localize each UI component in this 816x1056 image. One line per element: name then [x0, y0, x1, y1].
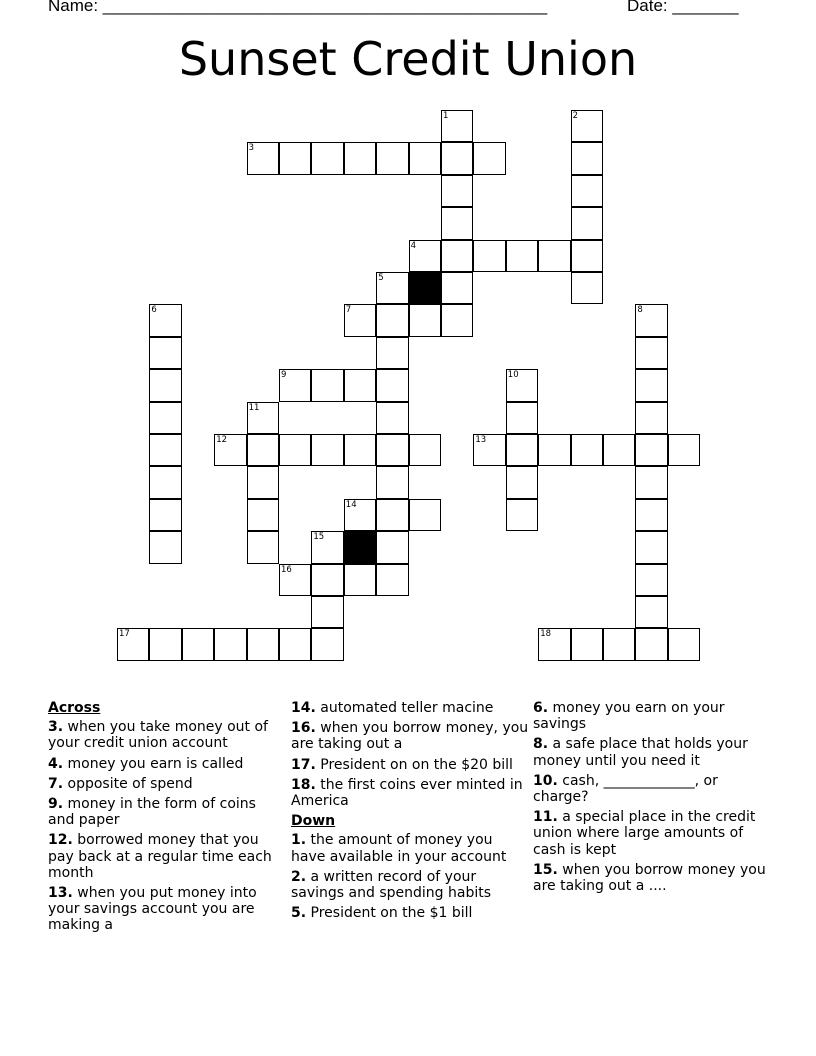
clue-number-label: 15: [313, 532, 325, 543]
crossword-cell[interactable]: [311, 434, 343, 466]
clue-down-15: [533, 862, 773, 894]
crossword-cell[interactable]: [279, 628, 311, 660]
black-cell: [409, 272, 441, 304]
clue-text: opposite of spend: [67, 775, 193, 792]
clue-number: 1.: [291, 832, 307, 849]
crossword-cell[interactable]: [571, 434, 603, 466]
crossword-cell[interactable]: [149, 466, 181, 498]
crossword-cell[interactable]: [603, 628, 635, 660]
clue-number: 16.: [291, 720, 316, 737]
clue-number-label: 5: [378, 273, 384, 283]
crossword-cell[interactable]: [344, 564, 376, 596]
crossword-cell[interactable]: [571, 628, 603, 660]
crossword-cell[interactable]: [311, 628, 343, 660]
clue-text: money you earn on your savings: [533, 700, 725, 733]
crossword-cell[interactable]: [635, 304, 667, 336]
crossword-cell[interactable]: [376, 142, 408, 174]
crossword-cell[interactable]: [441, 142, 473, 174]
clue-across-14: [291, 700, 531, 716]
crossword-cell[interactable]: [279, 564, 311, 596]
clue-number: 7.: [48, 775, 64, 792]
crossword-cell[interactable]: [635, 466, 667, 498]
clue-text: President on on the $20 bill: [320, 756, 513, 773]
crossword-cell[interactable]: [473, 142, 505, 174]
crossword-cell[interactable]: [409, 304, 441, 336]
crossword-cell[interactable]: [571, 142, 603, 174]
crossword-cell[interactable]: [279, 142, 311, 174]
crossword-cell[interactable]: [409, 240, 441, 272]
crossword-cell[interactable]: [149, 402, 181, 434]
crossword-cell[interactable]: [376, 402, 408, 434]
clue-number: 12.: [48, 832, 73, 849]
crossword-cell[interactable]: [473, 240, 505, 272]
crossword-cell[interactable]: [214, 628, 246, 660]
clue-down-6: [533, 700, 773, 732]
crossword-cell[interactable]: [441, 207, 473, 239]
clue-across-9: [48, 796, 283, 828]
crossword-cell[interactable]: [376, 564, 408, 596]
crossword-cell[interactable]: [441, 304, 473, 336]
clue-number-label: 13: [475, 435, 487, 445]
crossword-cell[interactable]: [441, 240, 473, 272]
crossword-cell[interactable]: [506, 402, 538, 434]
clue-down-2: [291, 869, 531, 901]
clue-across-18: [291, 777, 531, 809]
clue-text: when you take money out of your credit union account: [48, 719, 268, 752]
clue-text: when you borrow money, you are taking out a: [291, 720, 529, 753]
crossword-cell[interactable]: [247, 402, 279, 434]
clue-across-12: [48, 832, 283, 881]
clue-across-3: [48, 719, 283, 751]
clue-down-1: [291, 832, 531, 864]
crossword-cell[interactable]: [311, 142, 343, 174]
clue-text: borrowed money that you pay back at a regular time each month: [48, 832, 272, 881]
crossword-cell[interactable]: [149, 369, 181, 401]
clue-number-label: 3: [248, 143, 255, 154]
clue-down-5: [291, 905, 531, 921]
clue-across-7: [48, 776, 283, 792]
crossword-cell[interactable]: [311, 564, 343, 596]
crossword-cell[interactable]: [279, 369, 311, 401]
crossword-cell[interactable]: [635, 369, 667, 401]
clue-down-11: [533, 809, 773, 858]
clue-number: 17.: [291, 756, 316, 773]
crossword-cell[interactable]: [635, 628, 667, 660]
clue-number-label: 14: [345, 499, 357, 510]
clue-number: 6.: [533, 700, 549, 716]
clue-number-label: 10: [507, 370, 519, 381]
crossword-cell[interactable]: [182, 628, 214, 660]
clue-number: 11.: [533, 809, 558, 826]
crossword-cell[interactable]: [149, 434, 181, 466]
clue-number: 13.: [48, 885, 73, 902]
crossword-cell[interactable]: [344, 499, 376, 531]
across-heading: Across: [48, 700, 101, 716]
clue-number-label: 9: [281, 370, 287, 381]
clue-down-8: [533, 736, 773, 768]
crossword-cell[interactable]: [344, 369, 376, 401]
crossword-cell[interactable]: [506, 369, 538, 401]
crossword-cell[interactable]: [376, 466, 408, 498]
clue-number-label: 18: [540, 629, 552, 640]
crossword-cell[interactable]: [311, 369, 343, 401]
clue-number-label: 12: [216, 435, 228, 445]
crossword-cell[interactable]: [506, 499, 538, 531]
crossword-cell[interactable]: [376, 499, 408, 531]
clue-number: 5.: [291, 905, 307, 922]
clue-text: a written record of your savings and spending habits: [291, 868, 492, 902]
crossword-cell[interactable]: [149, 304, 181, 336]
crossword-cell[interactable]: [311, 596, 343, 628]
crossword-cell[interactable]: [441, 272, 473, 304]
crossword-cell[interactable]: [409, 142, 441, 174]
name-field-label: Name: _______________________________________________: [48, 0, 548, 15]
clue-number-label: 2: [572, 111, 579, 121]
black-cell: [344, 531, 376, 563]
crossword-cell[interactable]: [473, 434, 505, 466]
crossword-cell[interactable]: [506, 466, 538, 498]
clue-text: a special place in the credit union where large amounts of cash is kept: [533, 809, 756, 858]
crossword-cell[interactable]: [441, 175, 473, 207]
crossword-cell[interactable]: [214, 434, 246, 466]
clue-text: automated teller macine: [320, 700, 494, 716]
clue-number: 9.: [48, 796, 64, 813]
clue-number: 4.: [48, 755, 64, 772]
clue-across-13: [48, 885, 283, 934]
crossword-cell[interactable]: [279, 434, 311, 466]
crossword-cell[interactable]: [668, 628, 700, 660]
clue-number: 15.: [533, 861, 558, 878]
crossword-cell[interactable]: [409, 499, 441, 531]
crossword-cell[interactable]: [538, 628, 570, 660]
clue-text: money you earn is called: [67, 755, 244, 772]
crossword-cell[interactable]: [376, 434, 408, 466]
crossword-cell[interactable]: [311, 531, 343, 563]
clue-number-label: 7: [345, 305, 352, 316]
crossword-cell[interactable]: [149, 499, 181, 531]
crossword-cell[interactable]: [409, 434, 441, 466]
crossword-cell[interactable]: [635, 564, 667, 596]
clue-text: when you borrow money you are taking out a ....: [533, 861, 766, 895]
clue-number: 14.: [291, 700, 316, 716]
down-heading: Down: [291, 813, 336, 830]
crossword-cell[interactable]: [376, 531, 408, 563]
clue-number-label: 6: [151, 305, 157, 316]
clue-text: President on the $1 bill: [310, 905, 473, 922]
clue-number: 10.: [533, 772, 558, 789]
crossword-cell[interactable]: [344, 142, 376, 174]
crossword-cell[interactable]: [376, 304, 408, 336]
crossword-cell[interactable]: [149, 337, 181, 369]
crossword-cell[interactable]: [376, 337, 408, 369]
crossword-cell[interactable]: [506, 434, 538, 466]
clue-text: the first coins ever minted in America: [291, 776, 523, 810]
clue-number: 3.: [48, 719, 64, 736]
clue-text: when you put money into your savings account you are making a: [48, 885, 257, 934]
crossword-cell[interactable]: [538, 434, 570, 466]
clue-number: 2.: [291, 868, 307, 885]
crossword-cell[interactable]: [635, 337, 667, 369]
clue-down-10: [533, 773, 773, 805]
crossword-cell[interactable]: [344, 434, 376, 466]
crossword-cell[interactable]: [149, 531, 181, 563]
clue-number-label: 4: [410, 240, 417, 251]
crossword-cell[interactable]: [376, 272, 408, 304]
clue-text: the amount of money you have available in your account: [291, 832, 507, 865]
clue-text: a safe place that holds your money until you need it: [533, 736, 748, 769]
clues-column-3: [533, 700, 773, 898]
crossword-cell[interactable]: [571, 110, 603, 142]
clue-number-label: 8: [637, 305, 643, 316]
crossword-cell[interactable]: [635, 531, 667, 563]
clues-column-2: [291, 700, 531, 925]
clue-number: 8.: [533, 736, 549, 753]
crossword-cell[interactable]: [247, 628, 279, 660]
date-field-label: Date: _______: [627, 0, 739, 15]
crossword-cell[interactable]: [344, 304, 376, 336]
clue-across-4: [48, 756, 283, 772]
crossword-cell[interactable]: [571, 175, 603, 207]
clues-column-1: [48, 700, 283, 938]
crossword-cell[interactable]: [668, 434, 700, 466]
crossword-cell[interactable]: [247, 499, 279, 531]
crossword-cell[interactable]: [538, 240, 570, 272]
clue-text: money in the form of coins and paper: [48, 796, 256, 829]
clue-number-label: 16: [281, 564, 292, 575]
crossword-cell[interactable]: [571, 207, 603, 239]
clue-number-label: 1: [443, 111, 449, 121]
crossword-cell[interactable]: [247, 466, 279, 498]
clue-number-label: 11: [248, 402, 260, 413]
crossword-cell[interactable]: [149, 628, 181, 660]
crossword-cell[interactable]: [603, 434, 635, 466]
crossword-cell[interactable]: [635, 596, 667, 628]
crossword-cell[interactable]: [506, 240, 538, 272]
crossword-cell[interactable]: [247, 531, 279, 563]
clue-text: cash, _____________, or charge?: [533, 772, 718, 806]
crossword-cell[interactable]: [117, 628, 149, 660]
clue-across-16: [291, 720, 531, 752]
crossword-cell[interactable]: [571, 240, 603, 272]
crossword-cell[interactable]: [635, 434, 667, 466]
crossword-cell[interactable]: [376, 369, 408, 401]
clue-across-17: [291, 757, 531, 773]
crossword-cell[interactable]: [635, 402, 667, 434]
clue-number: 18.: [291, 776, 316, 793]
crossword-cell[interactable]: [571, 272, 603, 304]
crossword-cell[interactable]: [635, 499, 667, 531]
crossword-cell[interactable]: [441, 110, 473, 142]
clue-number-label: 17: [119, 629, 130, 640]
crossword-cell[interactable]: [247, 142, 279, 174]
crossword-cell[interactable]: [247, 434, 279, 466]
page-title: Sunset Credit Union: [178, 32, 638, 86]
